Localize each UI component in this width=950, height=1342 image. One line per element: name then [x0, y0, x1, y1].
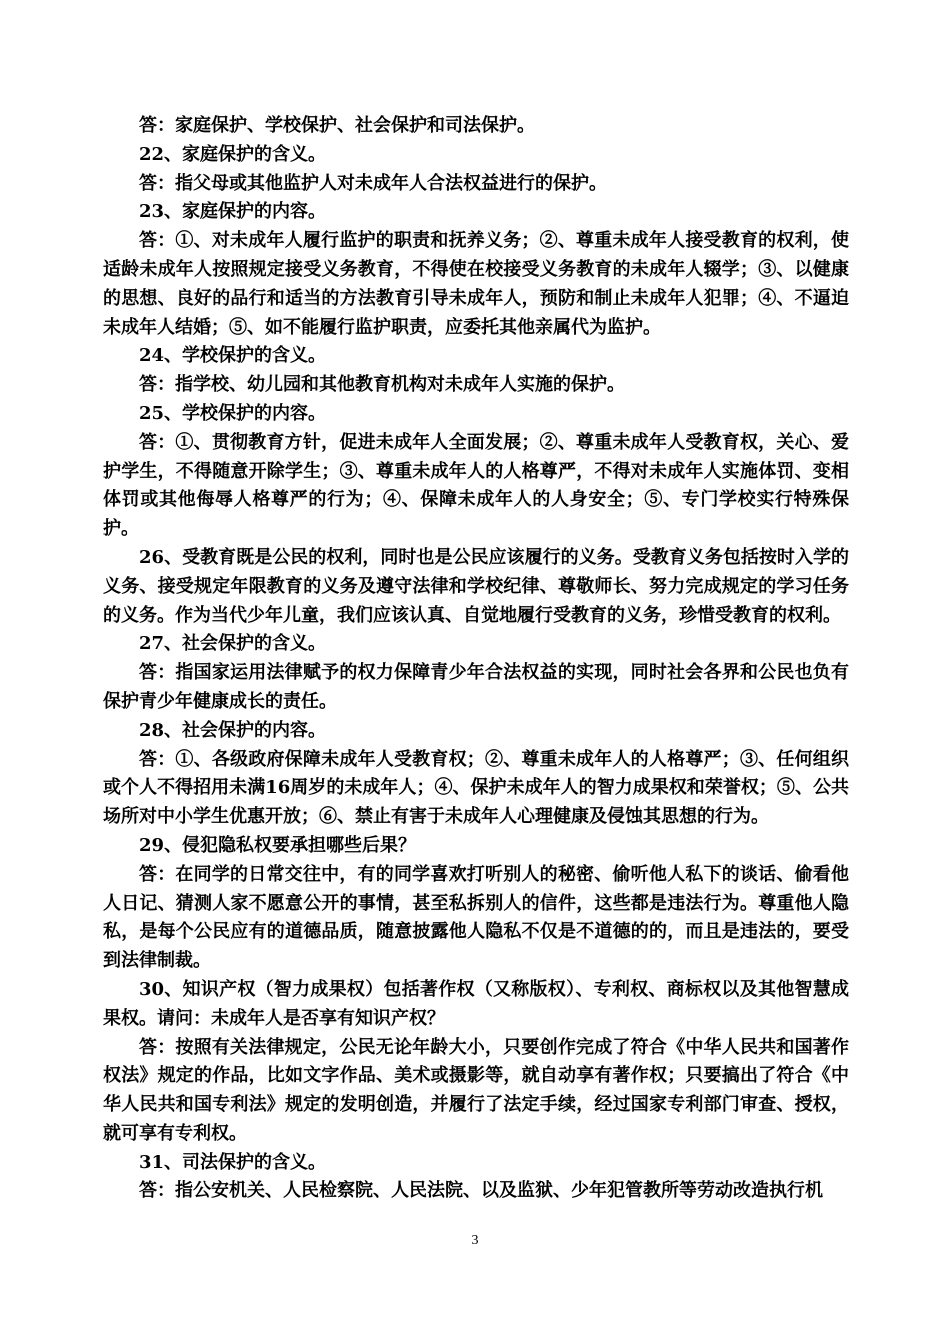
question-heading: 31、司法保护的含义。	[139, 1151, 327, 1173]
question-heading: 28、社会保护的内容。	[139, 719, 327, 741]
answer-paragraph: 答：指公安机关、人民检察院、人民法院、以及监狱、少年犯管教所等劳动改造执行机	[139, 1180, 823, 1202]
question-heading: 29、侵犯隐私权要承担哪些后果？	[139, 834, 417, 856]
question-heading: 27、社会保护的含义。	[139, 633, 327, 655]
question-heading: 24、学校保护的含义。	[139, 345, 327, 367]
question-heading: 22、家庭保护的含义。	[139, 143, 327, 165]
answer-paragraph: 答：①、各级政府保障未成年人受教育权；②、尊重未成年人的人格尊严；③、任何组织或个人不得招用未满16周岁的未成年人；④、保护未成年人的智力成果权和荣誉权；⑤、公共场所对中小学生优惠开放；⑥、禁止有害于未成年人心理健康及侵蚀其思想的行为。	[103, 748, 849, 828]
page-number: 3	[471, 1233, 479, 1248]
answer-paragraph: 答：指国家运用法律赋予的权力保障青少年合法权益的实现，同时社会各界和公民也负有保护青少年健康成长的责任。	[103, 662, 849, 712]
statement-paragraph: 26、受教育既是公民的权利，同时也是公民应该履行的义务。受教育义务包括按时入学的义务、接受规定年限教育的义务及遵守法律和学校纪律、尊敬师长、努力完成规定的学习任务的义务。作为当代少年儿童，我们应该认真、自觉地履行受教育的义务，珍惜受教育的权利。	[103, 546, 849, 626]
answer-paragraph: 答：①、对未成年人履行监护的职责和抚养义务；②、尊重未成年人接受教育的权利，使适龄未成年人按照规定接受义务教育，不得使在校接受义务教育的未成年人辍学；③、以健康的思想、良好的品行和适当的方法教育引导未成年人，预防和制止未成年人犯罪；④、不逼迫未成年人结婚；⑤、如不能履行监护职责，应委托其他亲属代为监护。	[103, 230, 849, 338]
answer-paragraph: 答：按照有关法律规定，公民无论年龄大小，只要创作完成了符合《中华人民共和国著作权法》规定的作品，比如文字作品、美术或摄影等，就自动享有著作权；只要搞出了符合《中华人民共和国专利法》规定的发明创造，并履行了法定手续，经过国家专利部门审查、授权，就可享有专利权。	[103, 1036, 849, 1144]
answer-paragraph: 答：在同学的日常交往中，有的同学喜欢打听别人的秘密、偷听他人私下的谈话、偷看他人日记、猜测人家不愿意公开的事情，甚至私拆别人的信件，这些都是违法行为。尊重他人隐私，是每个公民应有的道德品质，随意披露他人隐私不仅是不道德的的，而且是违法的，要受到法律制裁。	[103, 863, 849, 972]
question-heading: 23、家庭保护的内容。	[139, 201, 327, 223]
answer-paragraph: 答：指学校、幼儿园和其他教育机构对未成年人实施的保护。	[139, 374, 625, 396]
answer-paragraph: 答：①、贯彻教育方针，促进未成年人全面发展；②、尊重未成年人受教育权，关心、爱护学生，不得随意开除学生；③、尊重未成年人的人格尊严，不得对未成年人实施体罚、变相体罚或其他侮辱人格尊严的行为；④、保障未成年人的人身安全；⑤、专门学校实行特殊保护。	[103, 431, 849, 540]
answer-paragraph: 答：指父母或其他监护人对未成年人合法权益进行的保护。	[139, 172, 607, 194]
question-heading: 30、知识产权（智力成果权）包括著作权（又称版权）、专利权、商标权以及其他智慧成果权。请问：未成年人是否享有知识产权？	[103, 978, 849, 1029]
document-body	[103, 112, 849, 1206]
answer-paragraph: 答：家庭保护、学校保护、社会保护和司法保护。	[139, 115, 535, 136]
question-heading: 25、学校保护的内容。	[139, 402, 327, 424]
